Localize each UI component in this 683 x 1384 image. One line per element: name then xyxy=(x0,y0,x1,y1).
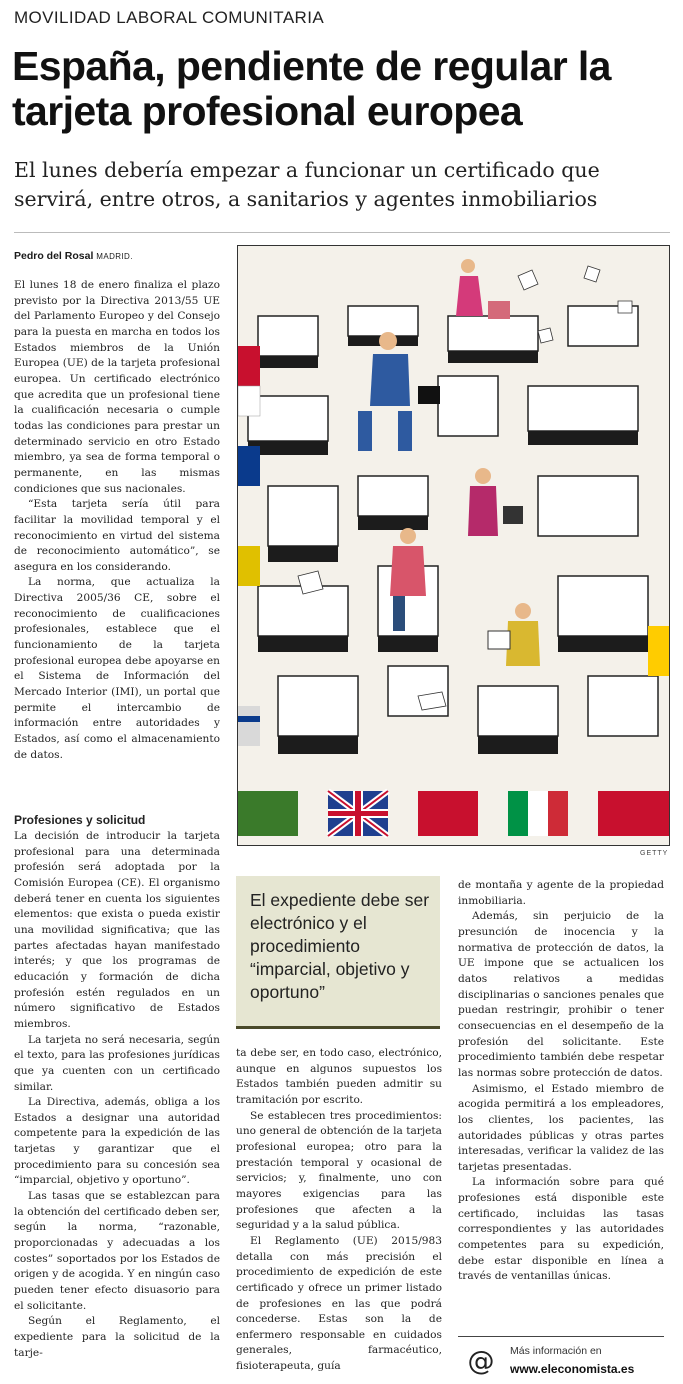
svg-text:@: @ xyxy=(467,1346,495,1376)
subheading: Profesiones y solicitud xyxy=(14,813,146,827)
byline xyxy=(14,250,133,262)
byline-city: MADRID. xyxy=(96,252,133,261)
headline: España, pendiente de regular la tarjeta profesional europea xyxy=(12,43,611,134)
body-paragraph: El lunes 18 de enero finaliza el plazo previsto por la Directiva 2013/55 UE del Parlamento Europeo y del Consejo para la puesta en marcha en todos los Estados miembros de la Unión Europea (UE) de la tarjeta profesional europea. Un certificado electrónico que acredita que un profesional tiene la cualificación necesaria o cumple todas las condiciones para prestar un determinado servicio en otro Estado miembro, ya sea de forma temporal o permanente, en las mismas condiciones que sus nacionales. xyxy=(14,279,220,495)
body-column-3 xyxy=(458,878,664,1285)
body-paragraph: La decisión de introducir la tarjeta profesional para una determinada profesión será adoptada por la Comisión Europea (CE). El organismo deberá tener en cuenta los siguientes elementos: que exista o pueda existir una movilidad significativa; que las partes afectadas hayan manifestado interés; y que los programas de educación y formación de dicha profesión estén regulados en un número significativo de Estados miembros. xyxy=(14,830,220,1030)
maze-illustration xyxy=(238,246,669,845)
body-paragraph: Según el Reglamento, el expediente para la solicitud de la tarje- xyxy=(14,1315,220,1359)
image-credit: GETTY xyxy=(640,850,669,857)
body-paragraph: La Directiva, además, obliga a los Estados a designar una autoridad competente para la expedición de las tarjetas y garantizar que el procedimiento para su concesión sea “imparcial, objetivo y oportuno”. xyxy=(14,1096,220,1187)
article-illustration xyxy=(237,245,670,846)
more-info-link[interactable]: www.eleconomista.es xyxy=(510,1362,635,1376)
body-paragraph: Asimismo, el Estado miembro de acogida permitirá a los empleadores, los clientes, los pacientes, las autoridades públicas y otras partes interesadas, verificar la validez de las tarjetas presentadas. xyxy=(458,1082,664,1173)
subheadline: El lunes debería empezar a funcionar un certificado que servirá, entre otros, a sanitarios y agentes inmobiliarios xyxy=(14,158,600,211)
divider xyxy=(14,232,670,233)
at-icon xyxy=(466,1346,496,1376)
body-paragraph: La tarjeta no será necesaria, según el texto, para las profesiones jurídicas que ya cuenten con un certificado similar. xyxy=(14,1033,220,1093)
body-paragraph: La información sobre para qué profesiones está disponible este certificado, incluidas las tasas correspondientes y las autoridades competentes para su expedición, debe estar disponible en línea a través de ventanillas únicas. xyxy=(458,1176,664,1283)
body-paragraph: de montaña y agente de la propiedad inmobiliaria. xyxy=(458,879,664,907)
body-paragraph: Además, sin perjuicio de la presunción de inocencia y la normativa de protección de datos, la UE impone que se actualicen los datos relativos a medidas disciplinarias o sanciones penales que puedan restringir, prohibir o tener consecuencias en el desempeño de la profesión del solicitante. Este procedimiento también debe respetar las normas sobre protección de datos. xyxy=(458,910,664,1079)
byline-author: Pedro del Rosal xyxy=(14,250,94,262)
body-paragraph: “Esta tarjeta sería útil para facilitar la movilidad temporal y el reconocimiento en virtud del sistema de reconocimiento automático”, se asegura en los considerando. xyxy=(14,498,220,573)
pull-quote: El expediente debe ser electrónico y el procedimiento “imparcial, objetivo y oportuno” xyxy=(250,890,430,1002)
footer-divider xyxy=(458,1336,664,1337)
section-label: MOVILIDAD LABORAL COMUNITARIA xyxy=(14,8,325,27)
body-paragraph: Se establecen tres procedimientos: uno general de obtención de la tarjeta profesional europea; otro para la prestación temporal y ocasional de servicios; y, finalmente, uno con mayores exigencias para las profesiones que afecten a la seguridad y a la salud pública. xyxy=(236,1109,442,1232)
body-paragraph: El Reglamento (UE) 2015/983 detalla con más precisión el procedimiento de expedición de este certificado y ofrece un primer listado de profesiones en las que podrá concederse. Estas son la de enfermero responsable en cuidados generales, farmacéutico, fisioterapeuta, guía xyxy=(236,1234,442,1373)
body-paragraph: La norma, que actualiza la Directiva 2005/36 CE, sobre el reconocimiento de cualificaciones profesionales, establece que el funcionamiento de la tarjeta profesional europea debe apoyarse en el Sistema de Información del Mercado Interior (IMI), un portal que permite el intercambio de información entre autoridades y Estados, así como el almacenamiento de datos. xyxy=(14,576,220,761)
body-column-2 xyxy=(236,1046,442,1375)
body-paragraph: ta debe ser, en todo caso, electrónico, aunque en algunos supuestos los Estados también pueden admitir su tramitación por escrito. xyxy=(236,1047,442,1106)
body-paragraph: Las tasas que se establezcan para la obtención del certificado deben ser, según la norma, “razonable, proporcionadas y adecuadas a los costes” soportados por los Estados de origen y de acogida. Y en ningún caso pueden tener efecto disuasorio para el solicitante. xyxy=(14,1190,220,1312)
body-column-1-bottom xyxy=(14,812,220,1361)
body-column-1-top xyxy=(14,278,220,763)
more-info-label: Más información en xyxy=(510,1345,602,1357)
